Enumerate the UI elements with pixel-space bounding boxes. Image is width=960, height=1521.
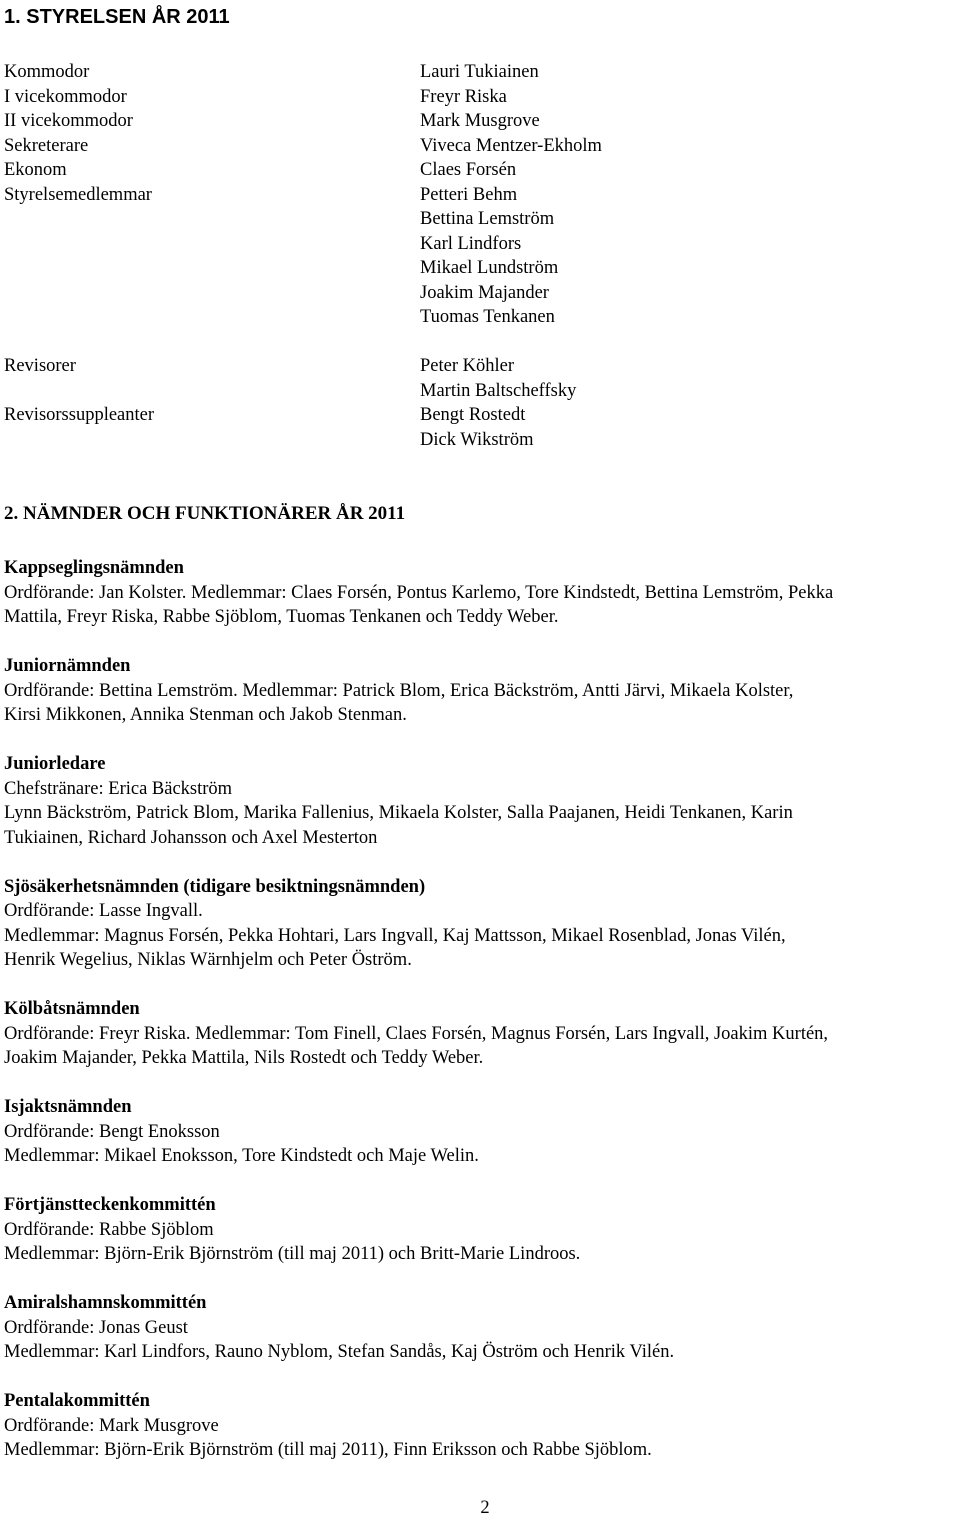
member-name: Martin Baltscheffsky — [420, 380, 577, 401]
committee-text: Ordförande: Lasse Ingvall. Medlemmar: Magnus Forsén, Pekka Hohtari, Lars Ingvall, Kaj Mattsson, Mikael Rosenblad, Jonas Vilén, Henrik Wegelius, Niklas Wärnhjelm och Peter Öström. — [4, 901, 786, 970]
member-name: Viveca Mentzer-Ekholm — [420, 135, 602, 156]
member-name: Claes Forsén — [420, 160, 517, 180]
role-label: Ekonom — [4, 160, 67, 180]
board-row-members — [4, 183, 954, 330]
member-name: Freyr Riska — [420, 86, 507, 107]
committee-pentala — [4, 1389, 959, 1463]
committee-ice-yacht — [4, 1095, 959, 1169]
member-name: Tuomas Tenkanen — [420, 307, 555, 327]
committee-title: Pentalakommittén — [4, 1391, 150, 1411]
member-name: Dick Wikström — [420, 429, 534, 450]
committee-title: Juniorledare — [4, 754, 106, 774]
page-number: 2 — [480, 1498, 490, 1518]
committee-text: Ordförande: Jonas Geust Medlemmar: Karl Lindfors, Rauno Nyblom, Stefan Sandås, Kaj Öström och Henrik Vilén. — [4, 1317, 675, 1362]
section-2-heading: 2. NÄMNDER OCH FUNKTIONÄRER ÅR 2011 — [4, 503, 406, 524]
committee-title: Kölbåtsnämnden — [4, 999, 140, 1019]
member-name: Bettina Lemström — [420, 209, 555, 229]
committee-junior-leaders — [4, 752, 959, 850]
member-name: Karl Lindfors — [420, 233, 522, 254]
role-label: Sekreterare — [4, 135, 89, 156]
board-row-secretary — [4, 134, 954, 159]
board-row-treasurer — [4, 158, 954, 183]
role-label: II vicekommodor — [4, 111, 133, 131]
role-label: I vicekommodor — [4, 86, 127, 107]
member-name: Joakim Majander — [420, 282, 549, 303]
committee-text: Ordförande: Jan Kolster. Medlemmar: Claes Forsén, Pontus Karlemo, Tore Kindstedt, Bettina Lemström, Pekka Mattila, Freyr Riska, Rabbe Sjöblom, Tuomas Tenkanen och Teddy Weber. — [4, 582, 834, 627]
member-name: Mark Musgrove — [420, 111, 540, 131]
committee-racing — [4, 556, 959, 630]
role-label: Kommodor — [4, 62, 90, 82]
committee-admiral-harbour — [4, 1291, 959, 1365]
section-1-heading: 1. STYRELSEN ÅR 2011 — [4, 6, 230, 28]
member-name: Bengt Rostedt — [420, 405, 526, 425]
committee-list — [4, 556, 959, 1487]
board-row-vice-commodore-2 — [4, 109, 954, 134]
member-name: Mikael Lundström — [420, 258, 559, 278]
role-label: Revisorer — [4, 356, 76, 376]
committee-title: Sjösäkerhetsnämnden (tidigare besiktningsnämnden) — [4, 876, 426, 897]
board-row-auditors — [4, 354, 954, 403]
committee-text: Chefstränare: Erica Bäckström Lynn Bäckström, Patrick Blom, Marika Fallenius, Mikaela Kolster, Salla Paajanen, Heidi Tenkanen, Karin Tukiainen, Richard Johansson och Axel Mesterton — [4, 778, 793, 848]
committee-text: Ordförande: Bettina Lemström. Medlemmar: Patrick Blom, Erica Bäckström, Antti Järvi, Mikaela Kolster, Kirsi Mikkonen, Annika Stenman och Jakob Stenman. — [4, 680, 794, 725]
committee-junior — [4, 654, 959, 728]
board-list — [4, 60, 954, 452]
role-label: Revisorssuppleanter — [4, 405, 155, 425]
committee-title: Kappseglingsnämnden — [4, 558, 184, 578]
committee-keelboat — [4, 997, 959, 1071]
committee-merit-badge — [4, 1193, 959, 1267]
committee-title: Förtjänstteckenkommittén — [4, 1195, 216, 1215]
member-name: Peter Köhler — [420, 356, 515, 376]
committee-text: Ordförande: Rabbe Sjöblom Medlemmar: Björn-Erik Björnström (till maj 2011) och Britt-Marie Lindroos. — [4, 1219, 581, 1264]
board-row-vice-commodore-1 — [4, 85, 954, 110]
committee-title: Isjaktsnämnden — [4, 1097, 132, 1117]
role-label: Styrelsemedlemmar — [4, 184, 152, 205]
committee-title: Juniornämnden — [4, 656, 131, 676]
committee-text: Ordförande: Mark Musgrove Medlemmar: Björn-Erik Björnström (till maj 2011), Finn Eriksson och Rabbe Sjöblom. — [4, 1415, 652, 1460]
committee-text: Ordförande: Freyr Riska. Medlemmar: Tom Finell, Claes Forsén, Magnus Forsén, Lars Ingvall, Joakim Kurtén, Joakim Majander, Pekka Mattila, Nils Rostedt och Teddy Weber. — [4, 1023, 829, 1068]
member-name: Petteri Behm — [420, 184, 518, 205]
member-name: Lauri Tukiainen — [420, 62, 539, 82]
committee-sea-safety — [4, 875, 959, 973]
board-row-deputy-auditors — [4, 403, 954, 452]
committee-text: Ordförande: Bengt Enoksson Medlemmar: Mikael Enoksson, Tore Kindstedt och Maje Welin. — [4, 1121, 479, 1166]
board-row-commodore — [4, 60, 954, 85]
committee-title: Amiralshamnskommittén — [4, 1293, 207, 1313]
